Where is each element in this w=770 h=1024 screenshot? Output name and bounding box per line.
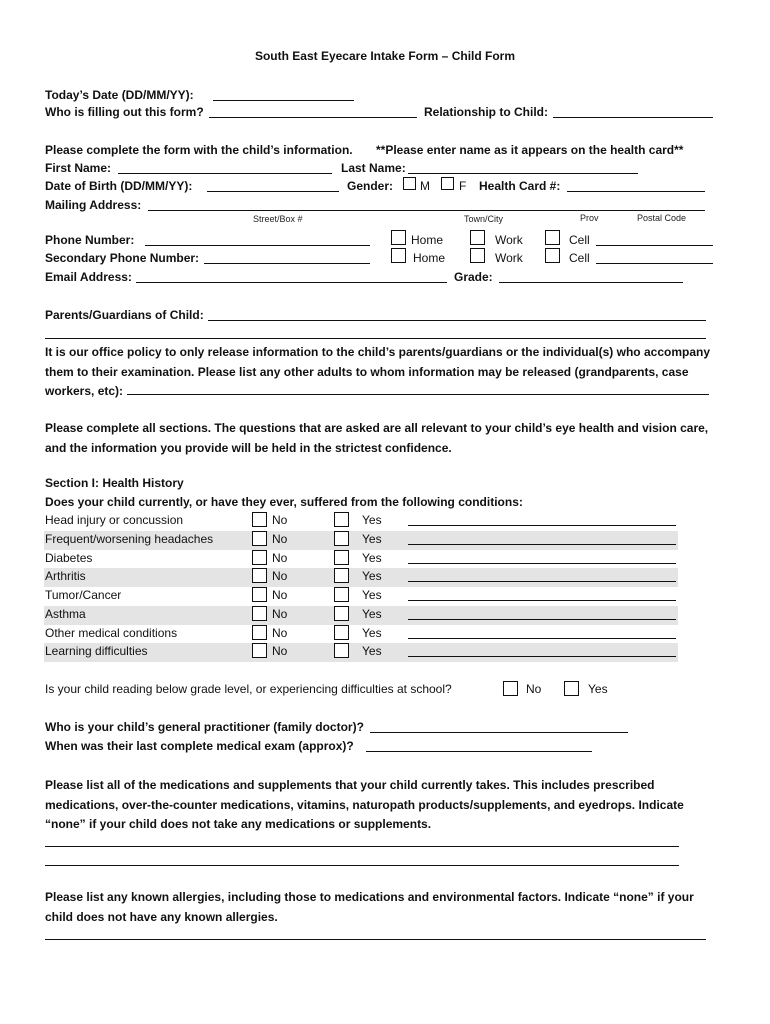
condition-yes-checkbox[interactable]: [334, 550, 349, 565]
phone-cell-field[interactable]: [596, 245, 713, 246]
filler-field[interactable]: [209, 117, 417, 118]
condition-details-field[interactable]: [408, 619, 676, 620]
medications-field-1[interactable]: [45, 846, 679, 847]
town-sublabel: Town/City: [464, 214, 504, 224]
healthcard-note: **Please enter name as it appears on the health card**: [376, 143, 684, 157]
first-name-label: First Name:: [45, 161, 112, 175]
last-name-label: Last Name:: [341, 161, 406, 175]
phone-home-label: Home: [411, 233, 444, 247]
condition-yes-checkbox[interactable]: [334, 625, 349, 640]
condition-no-checkbox[interactable]: [252, 531, 267, 546]
todays-date-field[interactable]: [213, 100, 354, 101]
email-label: Email Address:: [45, 270, 132, 284]
secondary-work-checkbox[interactable]: [470, 248, 485, 263]
condition-yes-checkbox[interactable]: [334, 512, 349, 527]
condition-no-checkbox[interactable]: [252, 643, 267, 658]
phone-field[interactable]: [145, 245, 370, 246]
gender-m-checkbox[interactable]: [403, 177, 416, 190]
last-exam-label: When was their last complete medical exam (approx)?: [45, 739, 354, 753]
condition-yes-checkbox[interactable]: [334, 531, 349, 546]
allergies-field[interactable]: [45, 939, 706, 940]
health-card-label: Health Card #:: [479, 179, 561, 193]
condition-no-label: No: [272, 569, 288, 583]
child-info-intro: Please complete the form with the child’s information.: [45, 143, 353, 157]
release-adults-field[interactable]: [127, 394, 709, 395]
secondary-cell-label: Cell: [569, 251, 590, 265]
condition-yes-label: Yes: [362, 532, 382, 546]
condition-details-field[interactable]: [408, 638, 676, 639]
phone-work-label: Work: [495, 233, 523, 247]
secondary-phone-label: Secondary Phone Number:: [45, 251, 200, 265]
todays-date-label: Today’s Date (DD/MM/YY):: [45, 88, 194, 102]
secondary-cell-checkbox[interactable]: [545, 248, 560, 263]
condition-label: Arthritis: [45, 569, 86, 583]
condition-no-checkbox[interactable]: [252, 606, 267, 621]
gender-f-label: F: [459, 179, 467, 193]
relationship-field[interactable]: [553, 117, 713, 118]
condition-details-field[interactable]: [408, 600, 676, 601]
condition-label: Frequent/worsening headaches: [45, 532, 214, 546]
reading-no-checkbox[interactable]: [503, 681, 518, 696]
grade-field[interactable]: [499, 282, 683, 283]
condition-no-checkbox[interactable]: [252, 587, 267, 602]
condition-yes-label: Yes: [362, 569, 382, 583]
condition-details-field[interactable]: [408, 563, 676, 564]
condition-label: Learning difficulties: [45, 644, 148, 658]
health-card-field[interactable]: [567, 191, 705, 192]
conditions-question: Does your child currently, or have they ever, suffered from the following conditions:: [45, 495, 523, 509]
condition-details-field[interactable]: [408, 525, 676, 526]
condition-yes-label: Yes: [362, 644, 382, 658]
phone-cell-label: Cell: [569, 233, 590, 247]
guardians-field[interactable]: [208, 320, 706, 321]
form-title: South East Eyecare Intake Form – Child Form: [254, 49, 516, 63]
last-exam-field[interactable]: [366, 751, 592, 752]
condition-yes-label: Yes: [362, 588, 382, 602]
section1-heading: Section I: Health History: [45, 476, 184, 490]
gp-label: Who is your child’s general practitioner (family doctor)?: [45, 720, 364, 734]
condition-row-shade: [44, 568, 678, 587]
condition-no-checkbox[interactable]: [252, 512, 267, 527]
condition-label: Asthma: [45, 607, 86, 621]
medications-instructions: Please list all of the medications and supplements that your child currently takes. This includes prescribed medications, over-the-counter medications, vitamins, naturopath products/supplements, and eyedrops. Indicate “none” if your child does not take any medications or supplements.: [45, 778, 684, 831]
reading-question: Is your child reading below grade level, or experiencing difficulties at school?: [45, 682, 452, 696]
secondary-home-label: Home: [413, 251, 446, 265]
condition-details-field[interactable]: [408, 581, 676, 582]
condition-yes-label: Yes: [362, 607, 382, 621]
mailing-address-label: Mailing Address:: [45, 198, 142, 212]
condition-no-label: No: [272, 644, 288, 658]
condition-no-checkbox[interactable]: [252, 625, 267, 640]
condition-yes-label: Yes: [362, 513, 382, 527]
dob-label: Date of Birth (DD/MM/YY):: [45, 179, 193, 193]
condition-label: Head injury or concussion: [45, 513, 184, 527]
postal-sublabel: Postal Code: [637, 213, 687, 223]
first-name-field[interactable]: [118, 173, 332, 174]
secondary-cell-field[interactable]: [596, 263, 713, 264]
grade-label: Grade:: [454, 270, 493, 284]
condition-yes-label: Yes: [362, 551, 382, 565]
street-sublabel: Street/Box #: [253, 214, 303, 224]
condition-yes-label: Yes: [362, 626, 382, 640]
relationship-label: Relationship to Child:: [424, 105, 548, 119]
phone-cell-checkbox[interactable]: [545, 230, 560, 245]
last-name-field[interactable]: [408, 173, 638, 174]
phone-work-checkbox[interactable]: [470, 230, 485, 245]
condition-no-label: No: [272, 513, 288, 527]
condition-details-field[interactable]: [408, 544, 676, 545]
medications-field-2[interactable]: [45, 865, 679, 866]
condition-row-shade: [44, 606, 678, 625]
condition-no-label: No: [272, 607, 288, 621]
gender-m-label: M: [420, 179, 430, 193]
condition-yes-checkbox[interactable]: [334, 568, 349, 583]
phone-home-checkbox[interactable]: [391, 230, 406, 245]
prov-sublabel: Prov: [580, 213, 599, 223]
condition-no-checkbox[interactable]: [252, 568, 267, 583]
condition-label: Diabetes: [45, 551, 93, 565]
condition-details-field[interactable]: [408, 656, 676, 657]
mailing-address-field[interactable]: [148, 210, 705, 211]
email-field[interactable]: [136, 282, 447, 283]
condition-label: Tumor/Cancer: [45, 588, 122, 602]
allergies-instructions: Please list any known allergies, including those to medications and environmental factors. Indicate “none” if your child does not have any known allergies.: [45, 890, 694, 924]
condition-yes-checkbox[interactable]: [334, 606, 349, 621]
dob-field[interactable]: [207, 191, 339, 192]
condition-yes-checkbox[interactable]: [334, 643, 349, 658]
reading-no-label: No: [526, 682, 542, 696]
confidentiality-notice: Please complete all sections. The questions that are asked are all relevant to your child’s eye health and vision care, and the information you provide will be held in the strictest confidence.: [45, 421, 709, 455]
condition-yes-checkbox[interactable]: [334, 587, 349, 602]
release-policy-text: It is our office policy to only release information to the child’s parents/guardians or the individual(s) who accompany them to their examination. Please list any other adults to whom information may be released (grandparents, case workers, etc):: [45, 345, 710, 398]
phone-label: Phone Number:: [45, 233, 135, 247]
condition-no-label: No: [272, 532, 288, 546]
gp-field[interactable]: [370, 732, 628, 733]
secondary-home-checkbox[interactable]: [391, 248, 406, 263]
gender-label: Gender:: [347, 179, 394, 193]
condition-no-checkbox[interactable]: [252, 550, 267, 565]
reading-yes-label: Yes: [588, 682, 608, 696]
guardians-label: Parents/Guardians of Child:: [45, 308, 204, 322]
reading-yes-checkbox[interactable]: [564, 681, 579, 696]
secondary-work-label: Work: [495, 251, 523, 265]
guardians-field-2[interactable]: [45, 338, 706, 339]
filler-label: Who is filling out this form?: [45, 105, 204, 119]
gender-f-checkbox[interactable]: [441, 177, 454, 190]
condition-no-label: No: [272, 551, 288, 565]
condition-no-label: No: [272, 588, 288, 602]
condition-label: Other medical conditions: [45, 626, 178, 640]
secondary-phone-field[interactable]: [204, 263, 370, 264]
condition-no-label: No: [272, 626, 288, 640]
